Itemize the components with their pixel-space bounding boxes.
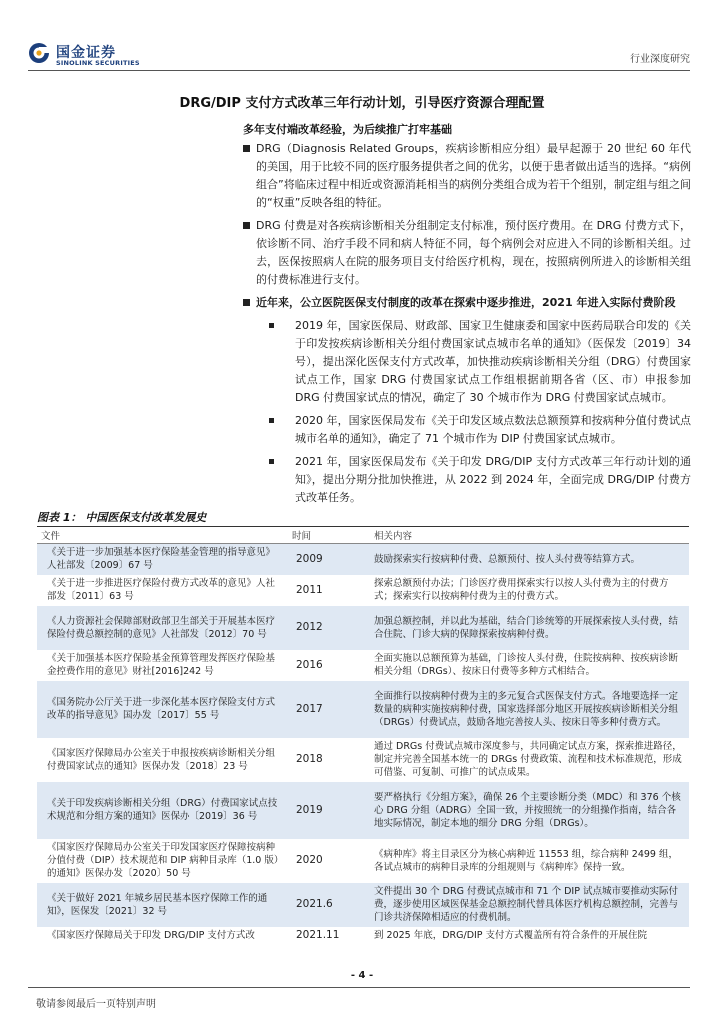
column-header-year: 时间: [288, 527, 370, 544]
table-header-row: [37, 527, 689, 544]
header-divider: [28, 70, 690, 71]
cell-doc: 《关于加强基本医疗保险基金预算管理发挥医疗保险基金控费作用的意见》财社[2016]242 号: [47, 653, 276, 677]
cell-doc: 《关于印发疾病诊断相关分组（DRG）付费国家试点技术规范和分组方案的通知》医保办〔2019〕36 号: [37, 782, 288, 839]
table-row: [37, 927, 689, 945]
cell-year: 2021.6: [288, 883, 370, 927]
table-row: [37, 782, 689, 839]
table-row: [37, 575, 689, 606]
bullet-text: 2019 年，国家医保局、财政部、国家卫生健康委和国家中医药局联合印发的《关于印发按疾病诊断相关分组付费国家试点城市名单的通知》（医保发〔2019〕34 号），提出深化医保支付方式改革，加快推动疾病诊断相关分组（DRG）付费国家试点工作，国家 DRG 付费国家试点工作组根据前期各省（区、市）申报参加 DRG 付费国家试点的情况，确定了 30 个城市作为 DRG 付费国家试点城市。: [295, 319, 691, 404]
cell-doc: 《国家医疗保障局办公室关于印发国家医疗保障按病种分值付费（DIP）技术规范和 DIP 病种目录库（1.0 版）的通知》医保办发〔2020〕50 号: [47, 842, 284, 879]
cell-content: 到 2025 年底，DRG/DIP 支付方式覆盖所有符合条件的开展住院: [374, 930, 648, 941]
figure-title: 图表 1： 中国医保支付改革发展史: [37, 511, 207, 524]
column-header-content: 相关内容: [370, 527, 689, 544]
body-text: [243, 140, 691, 512]
footer-divider: [28, 987, 690, 988]
logo-text-cn: 国金证券: [56, 45, 116, 61]
cell-year: 2021.11: [296, 929, 340, 941]
square-bullet-icon: [243, 299, 250, 306]
sub-bullet-item: [243, 317, 691, 407]
cell-content: 鼓励探索实行按病种付费、总额预付、按人头付费等结算方式。: [370, 544, 689, 575]
cell-content: 文件提出 30 个 DRG 付费试点城市和 71 个 DIP 试点城市要推动实际付费，逐步使用区域医保基金总额控制代替具体医疗机构总额控制，完善与门诊共济保障相适应的付费机制。: [370, 883, 689, 927]
small-square-bullet-icon: [269, 459, 274, 464]
cell-doc: 《国家医疗保障局关于印发 DRG/DIP 支付方式改: [47, 930, 255, 941]
bullet-item: [243, 217, 691, 289]
bullet-item: [243, 140, 691, 212]
bullet-text: 2021 年，国家医保局发布《关于印发 DRG/DIP 支付方式改革三年行动计划的通知》，提出分期分批加快推进，从 2022 到 2024 年，全面完成 DRG/DIP 付费方式改革任务。: [295, 455, 691, 504]
cell-content: 《病种库》将主目录区分为核心病种近 11553 组，综合病种 2499 组，各试点城市的病种目录库的分组规则与《病种库》保持一致。: [374, 848, 678, 873]
table-row: [37, 544, 689, 575]
cell-doc: 《关于进一步推进医疗保险付费方式改革的意见》人社部发〔2011〕63 号: [47, 578, 276, 602]
report-type: 行业深度研究: [630, 54, 690, 65]
sub-bullet-item: [243, 453, 691, 507]
cell-year: 2019: [288, 782, 370, 839]
cell-content: 全面实施以总额预算为基础，门诊按人头付费，住院按病种、按疾病诊断相关分组（DRGs）、按床日付费等多种方式相结合。: [374, 653, 679, 677]
cell-doc: 《人力资源社会保障部财政部卫生部关于开展基本医疗保险付费总额控制的意见》人社部发〔2012〕70 号: [37, 606, 288, 650]
column-header-doc: 文件: [37, 527, 288, 544]
cell-year: 2009: [288, 544, 370, 575]
bullet-item: [243, 294, 691, 312]
table-row: [37, 839, 689, 883]
table-row: [37, 606, 689, 650]
cell-doc: 《关于做好 2021 年城乡居民基本医疗保障工作的通知》，医保发〔2021〕32 号: [37, 883, 288, 927]
page-header: [28, 40, 690, 72]
page-title: DRG/DIP 支付方式改革三年行动计划，引导医疗资源合理配置: [179, 96, 545, 111]
table-row: [37, 681, 689, 738]
cell-doc: 《关于进一步加强基本医疗保险基金管理的指导意见》人社部发〔2009〕67 号: [37, 544, 288, 575]
bullet-text: 2020 年，国家医保局发布《关于印发区域点数法总额预算和按病种分值付费试点城市名单的通知》，确定了 71 个城市作为 DIP 付费国家试点城市。: [295, 414, 691, 445]
cell-year: 2017: [288, 681, 370, 738]
sinolink-logo-icon: [28, 42, 50, 64]
small-square-bullet-icon: [269, 323, 274, 328]
cell-doc: 《国务院办公厅关于进一步深化基本医疗保险支付方式改革的指导意见》国办发〔2017〕55 号: [37, 681, 288, 738]
cell-doc: 《国家医疗保障局办公室关于申报按疾病诊断相关分组付费国家试点的通知》医保办发〔2018〕23 号: [47, 747, 276, 772]
table-row: [37, 738, 689, 782]
small-square-bullet-icon: [269, 418, 274, 423]
section-heading: 多年支付端改革经验，为后续推广打牢基础: [243, 123, 452, 136]
bullet-text: DRG 付费是对各疾病诊断相关分组制定支付标准，预付医疗费用。在 DRG 付费方式下，依诊断不同、治疗手段不同和病人特征不同，每个病例会对应进入不同的诊断相关组。过去，医保按照病人在院的服务项目支付给医疗机构，现在，按照病例所进入的诊断相关组的付费标准进行支付。: [256, 219, 691, 286]
logo-text-en: SINOLINK SECURITIES: [56, 59, 140, 67]
page-number: - 4 -: [350, 970, 374, 981]
square-bullet-icon: [243, 145, 250, 152]
cell-content: 通过 DRGs 付费试点城市深度参与，共同确定试点方案，探索推进路径，制定并完善全国基本统一的 DRGs 付费政策、流程和技术标准规范，形成可借鉴、可复制、可推广的试点成果。: [374, 741, 682, 778]
table-row: [37, 650, 689, 681]
bullet-text: DRG（Diagnosis Related Groups，疾病诊断相应分组）最早起源于 20 世纪 60 年代的美国，用于比较不同的医疗服务提供者之间的优劣，以便于患者做出适当的选择。“病例组合”将临床过程中相近或资源消耗相当的病例分类组合成为若干个组别，制定组与组之间的“权重”反映各组的特征。: [256, 142, 691, 209]
table-row: [37, 883, 689, 927]
sub-bullet-item: [243, 412, 691, 448]
cell-content: 要严格执行《分组方案》，确保 26 个主要诊断分类（MDC）和 376 个核心 DRG 分组（ADRG）全国一致，并按照统一的分组操作指南，结合各地实际情况，制定本地的细分 DRG 分组（DRGs）。: [370, 782, 689, 839]
cell-year: 2012: [288, 606, 370, 650]
cell-content: 全面推行以按病种付费为主的多元复合式医保支付方式。各地要选择一定数量的病种实施按病种付费，国家选择部分地区开展按疾病诊断相关分组（DRGs）付费试点，鼓励各地完善按人头、按床日等多种付费方式。: [370, 681, 689, 738]
cell-year: 2011: [296, 583, 323, 596]
cell-year: 2016: [296, 658, 323, 671]
policy-table: [37, 527, 689, 945]
footer-disclaimer: 敬请参阅最后一页特别声明: [36, 999, 156, 1010]
cell-year: 2020: [296, 854, 323, 866]
bullet-text: 近年来，公立医院医保支付制度的改革在探索中逐步推进，2021 年进入实际付费阶段: [256, 296, 676, 309]
square-bullet-icon: [243, 222, 250, 229]
cell-content: 探索总额预付办法；门诊医疗费用探索实行以按人头付费为主的付费方式；探索实行以按病种付费为主的付费方式。: [374, 578, 669, 602]
cell-year: 2018: [296, 753, 323, 765]
cell-content: 加强总额控制，并以此为基础，结合门诊统筹的开展探索按人头付费，结合住院、门诊大病的保障探索按病种付费。: [370, 606, 689, 650]
